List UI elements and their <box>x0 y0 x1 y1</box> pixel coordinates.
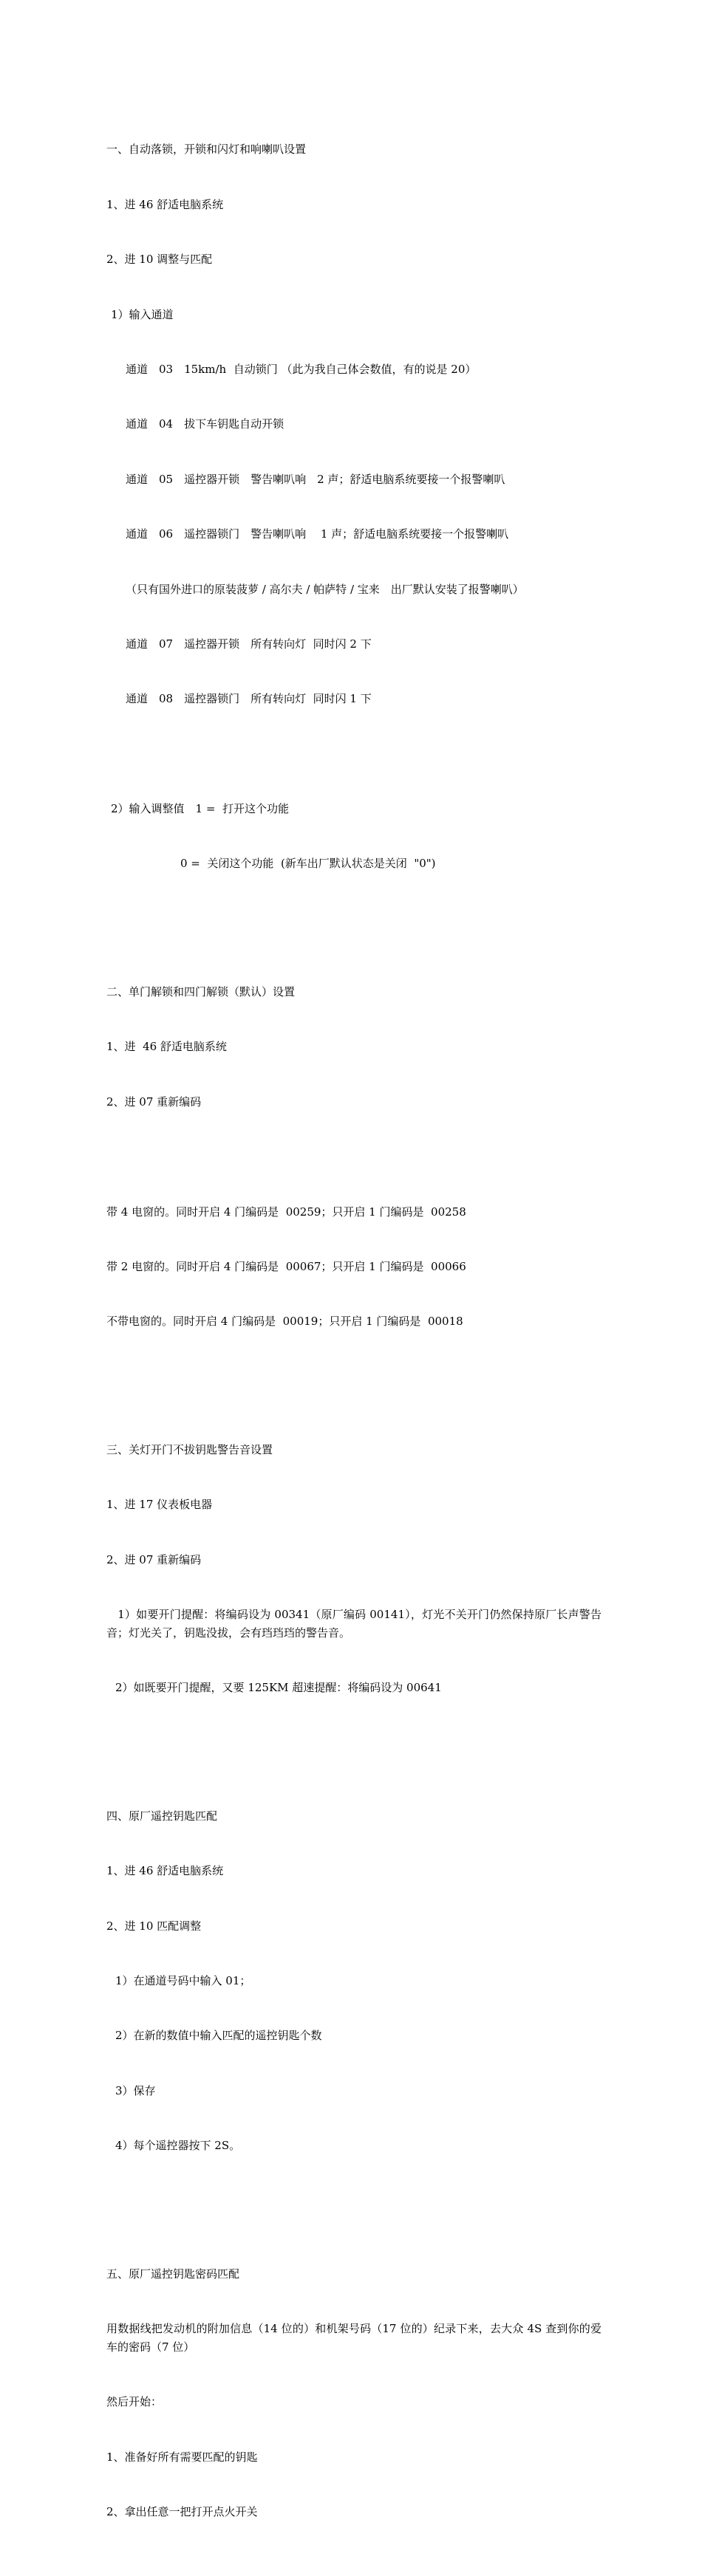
code-no-windows: 不带电窗的。同时开启 4 门编码是 00019；只开启 1 门编码是 00018 <box>106 1315 463 1329</box>
section-3-sub-1: 1）如要开门提醒：将编码设为 00341（原厂编码 00141），灯光不关开门仍然保持原厂长声警告音；灯光关了，钥匙没拔，会有珰珰珰的警告音。 <box>106 1608 602 1640</box>
code-2-windows: 带 2 电窗的。同时开启 4 门编码是 00067；只开启 1 门编码是 00066 <box>106 1260 466 1273</box>
spacer <box>106 745 602 764</box>
section-5-paragraph: 用数据线把发动机的附加信息（14 位的）和机架号码（17 位的）纪录下来，去大众 4S 查到你的爱车的密码（7 位） <box>106 2322 602 2354</box>
channel-06: 通道 06 遥控器锁门 警告喇叭响 1 声；舒适电脑系统要接一个报警喇叭 <box>126 527 509 541</box>
channel-05: 通道 05 遥控器开锁 警告喇叭响 2 声；舒适电脑系统要接一个报警喇叭 <box>126 472 505 486</box>
spacer <box>106 2192 602 2210</box>
section-2-heading: 二、单门解锁和四门解锁（默认）设置 <box>106 985 296 999</box>
section-1-sub-2-off: 0 = 关闭这个功能 (新车出厂默认状态是关闭 "0") <box>180 857 436 871</box>
section-4-sub-2: 2）在新的数值中输入匹配的遥控钥匙个数 <box>115 2029 322 2043</box>
document-body <box>106 86 602 2576</box>
spacer <box>106 910 602 928</box>
section-5-start: 然后开始： <box>106 2395 163 2409</box>
section-2-step-1: 1、进 46 舒适电脑系统 <box>106 1040 227 1054</box>
code-4-windows: 带 4 电窗的。同时开启 4 门编码是 00259；只开启 1 门编码是 00258 <box>106 1205 466 1219</box>
section-1-sub-2: 2）输入调整值 1 = 打开这个功能 <box>111 802 289 816</box>
section-4-step-2: 2、进 10 匹配调整 <box>106 1919 202 1933</box>
section-4-sub-1: 1）在通道号码中输入 01； <box>115 1974 251 1988</box>
channel-04: 通道 04 拔下车钥匙自动开锁 <box>126 417 284 431</box>
section-5-heading: 五、原厂遥控钥匙密码匹配 <box>106 2267 240 2281</box>
section-3-heading: 三、关灯开门不拔钥匙警告音设置 <box>106 1442 273 1456</box>
section-1-sub-1: 1）输入通道 <box>111 307 174 321</box>
section-4-step-1: 1、进 46 舒适电脑系统 <box>106 1864 224 1878</box>
section-4-sub-3: 3）保存 <box>115 2083 156 2097</box>
alarm-horn-note: （只有国外进口的原装菠萝 / 高尔夫 / 帕萨特 / 宝来 出厂默认安装了报警喇叭） <box>126 582 524 596</box>
section-1-heading: 一、自动落锁，开锁和闪灯和响喇叭设置 <box>106 143 307 157</box>
section-2-step-2: 2、进 07 重新编码 <box>106 1095 202 1109</box>
section-4-heading: 四、原厂遥控钥匙匹配 <box>106 1809 218 1823</box>
section-3-step-1: 1、进 17 仪表板电器 <box>106 1498 213 1512</box>
spacer <box>106 1368 602 1386</box>
section-5-step-2: 2、拿出任意一把打开点火开关 <box>106 2505 258 2519</box>
section-3-sub-2: 2）如既要开门提醒，又要 125KM 超速提醒：将编码设为 00641 <box>115 1681 442 1695</box>
channel-03: 通道 03 15km/h 自动锁门 （此为我自己体会数值，有的说是 20） <box>126 362 477 376</box>
spacer <box>106 1734 602 1753</box>
channel-08: 通道 08 遥控器锁门 所有转向灯 同时闪 1 下 <box>126 692 372 706</box>
spacer <box>106 1148 602 1166</box>
section-1-step-2: 2、进 10 调整与匹配 <box>106 253 213 267</box>
section-3-step-2: 2、进 07 重新编码 <box>106 1552 202 1566</box>
channel-07: 通道 07 遥控器开锁 所有转向灯 同时闪 2 下 <box>126 637 372 651</box>
section-4-sub-4: 4）每个遥控器按下 2S。 <box>115 2139 241 2153</box>
section-1-step-1: 1、进 46 舒适电脑系统 <box>106 197 224 211</box>
section-5-step-1: 1、准备好所有需要匹配的钥匙 <box>106 2450 258 2464</box>
